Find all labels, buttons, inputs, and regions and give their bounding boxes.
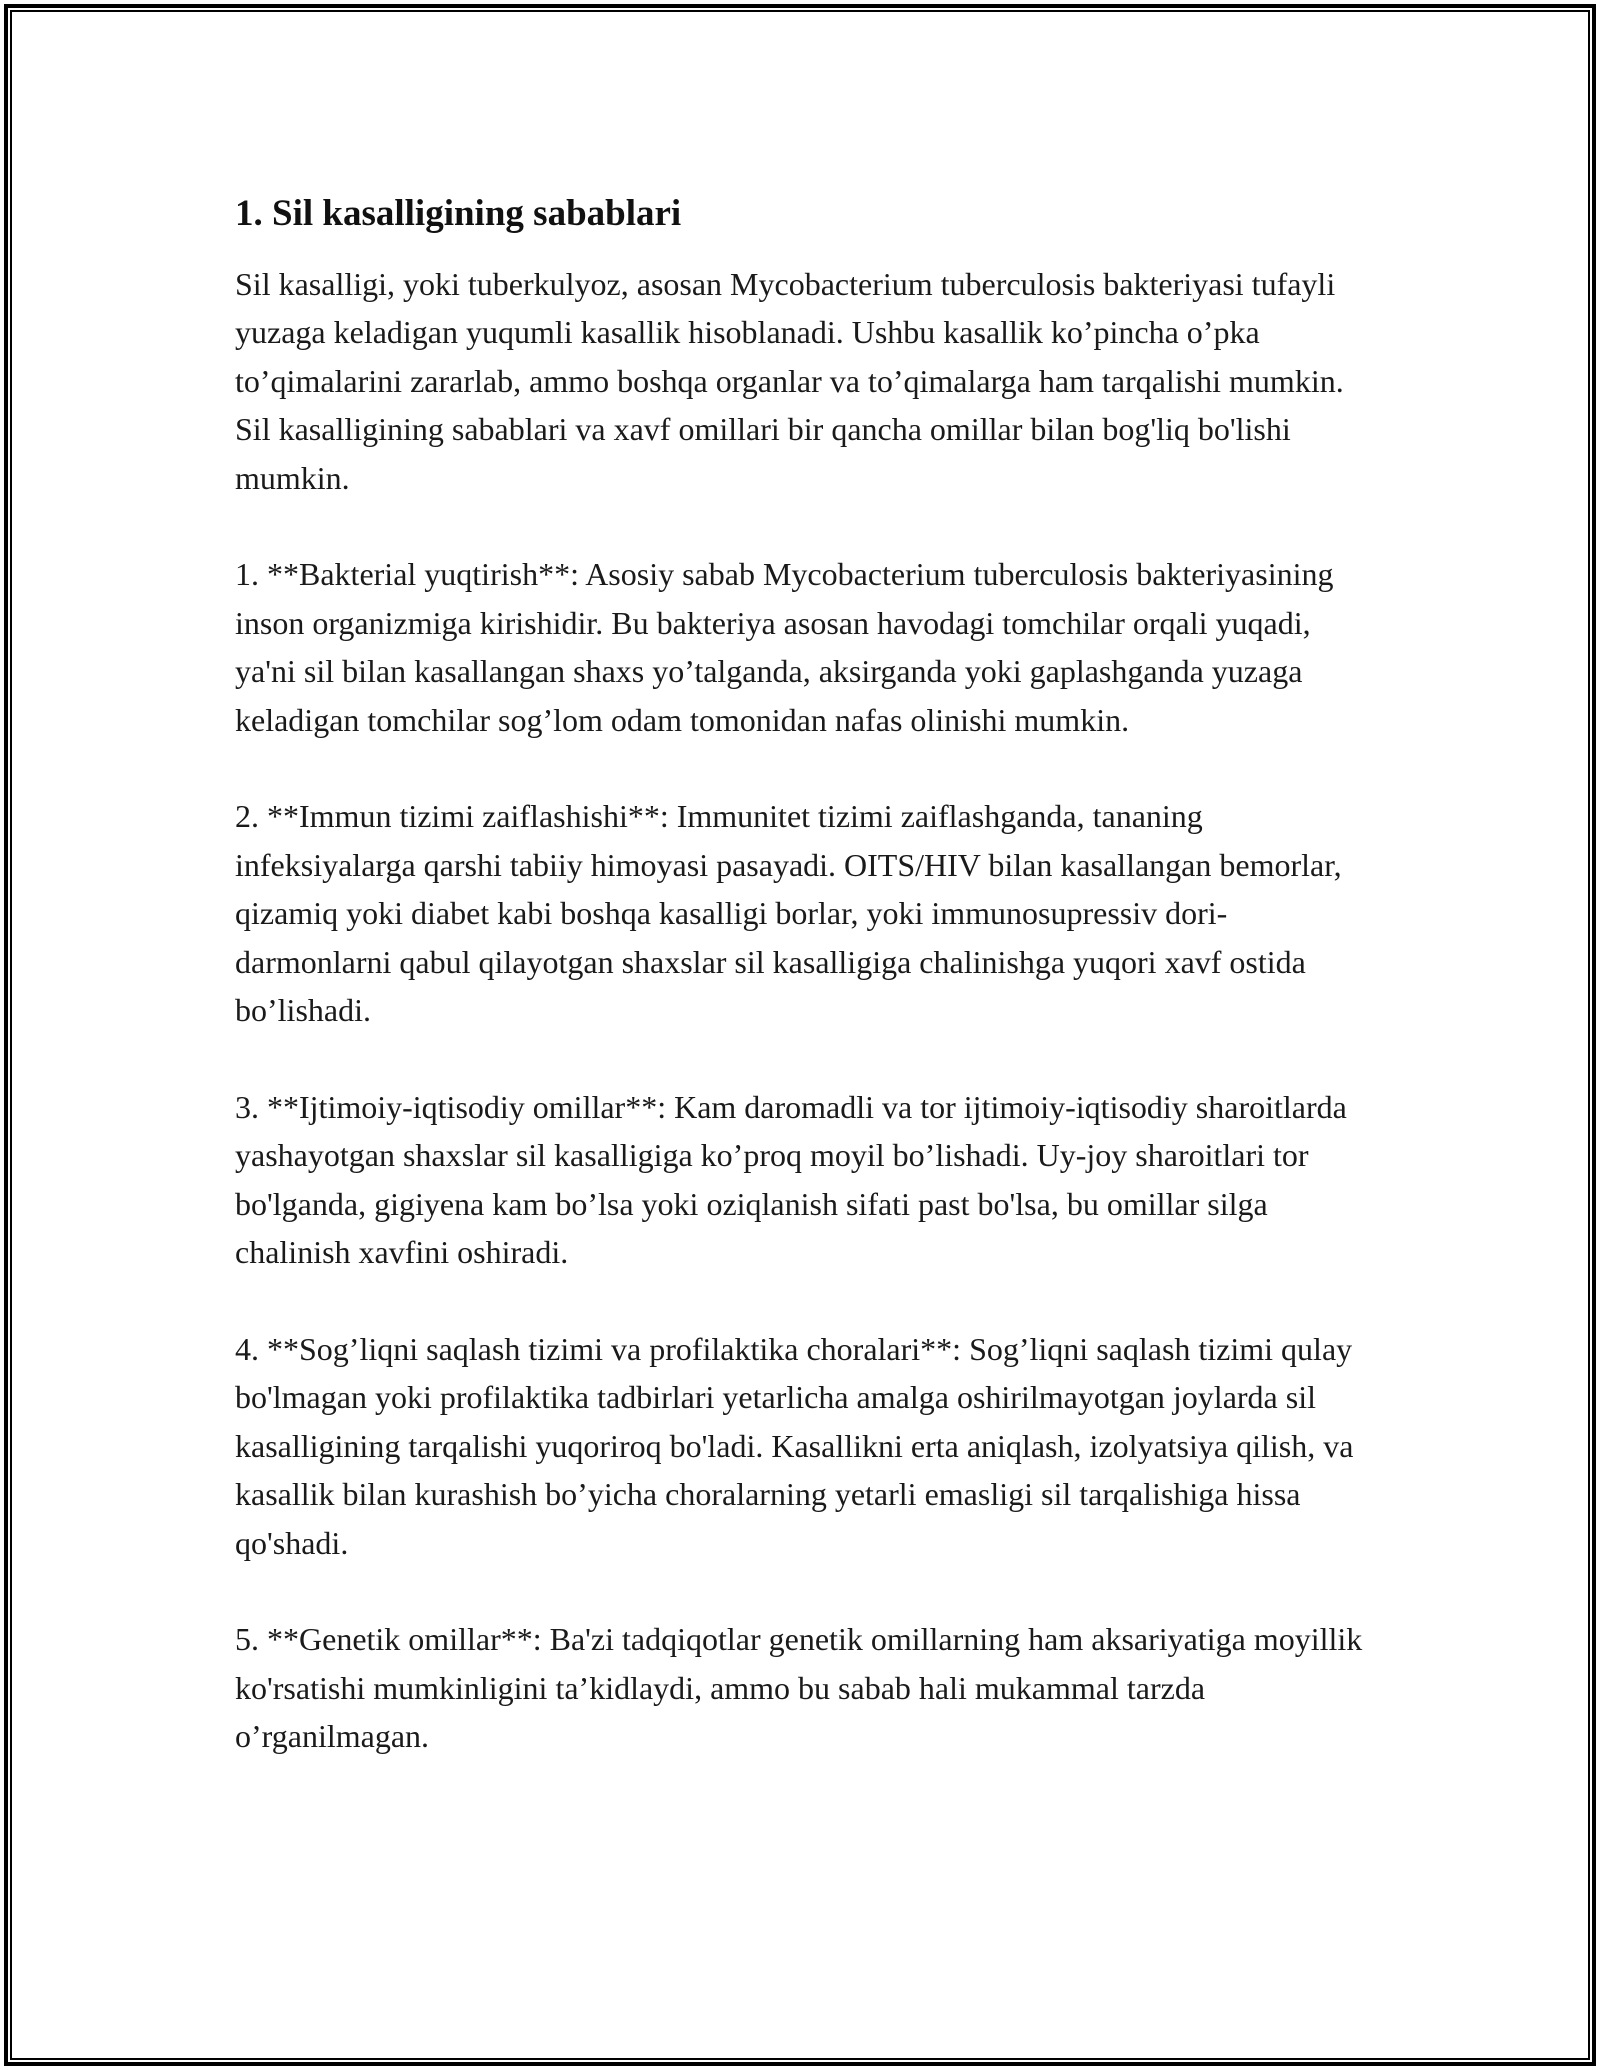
intro-paragraph: Sil kasalligi, yoki tuberkulyoz, asosan Mycobacterium tuberculosis bakteriyasi tufayli yuzaga keladigan yuqumli kasallik hisoblanadi. Ushbu kasallik ko’pincha o’pka to’qimalarini zararlab, ammo boshqa organlar va to’qimalarga ham tarqalishi mumkin. Sil kasalligining sabablari va xavf omillari bir qancha omillar bilan bog'liq bo'lishi mumkin. — [235, 266, 1344, 496]
cause-paragraph-genetic: 5. **Genetik omillar**: Ba'zi tadqiqotlar genetik omillarning ham aksariyatiga moyillik ko'rsatishi mumkinligini ta’kidlaydi, ammo bu sabab hali mukammal tarzda o’rganilmagan. — [235, 1621, 1363, 1755]
document-body — [235, 190, 1375, 1761]
cause-paragraph-socioeconomic: 3. **Ijtimoiy-iqtisodiy omillar**: Kam daromadli va tor ijtimoiy-iqtisodiy sharoitlarda yashayotgan shaxslar sil kasalligiga ko’proq moyil bo’lishadi. Uy-joy sharoitlari tor bo'lganda, gigiyena kam bo’lsa yoki oziqlanish sifati past bo'lsa, bu omillar silga chalinish xavfini oshiradi. — [235, 1088, 1347, 1271]
document-title: 1. Sil kasalligining sabablari — [235, 193, 682, 234]
cause-paragraph-bacterial: 1. **Bakterial yuqtirish**: Asosiy sabab Mycobacterium tuberculosis bakteriyasining inson organizmiga kirishidir. Bu bakteriya asosan havodagi tomchilar orqali yuqadi, ya'ni sil bilan kasallangan shaxs yo’talganda, aksirganda yoki gaplashganda yuzaga keladigan tomchilar sog’lom odam tomonidan nafas olinishi mumkin. — [235, 556, 1334, 738]
cause-paragraph-healthcare: 4. **Sog’liqni saqlash tizimi va profilaktika choralari**: Sog’liqni saqlash tizimi qulay bo'lmagan yoki profilaktika tadbirlari yetarlicha amalga oshirilmayotgan joylarda sil kasalligining tarqalishi yuqoriroq bo'ladi. Kasallikni erta aniqlash, izolyatsiya qilish, va kasallik bilan kurashish bo’yicha choralarning yetarli emasligi sil tarqalishiga hissa qo'shadi. — [235, 1330, 1354, 1561]
cause-paragraph-immune: 2. **Immun tizimi zaiflashishi**: Immunitet tizimi zaiflashganda, tananing infeksiyalarga qarshi tabiiy himoyasi pasayadi. OITS/HIV bilan kasallangan bemorlar, qizamiq yoki diabet kabi boshqa kasalligi borlar, yoki immunosupressiv dori-darmonlarni qabul qilayotgan shaxslar sil kasalligiga chalinishga yuqori xavf ostida bo’lishadi. — [235, 798, 1342, 1029]
